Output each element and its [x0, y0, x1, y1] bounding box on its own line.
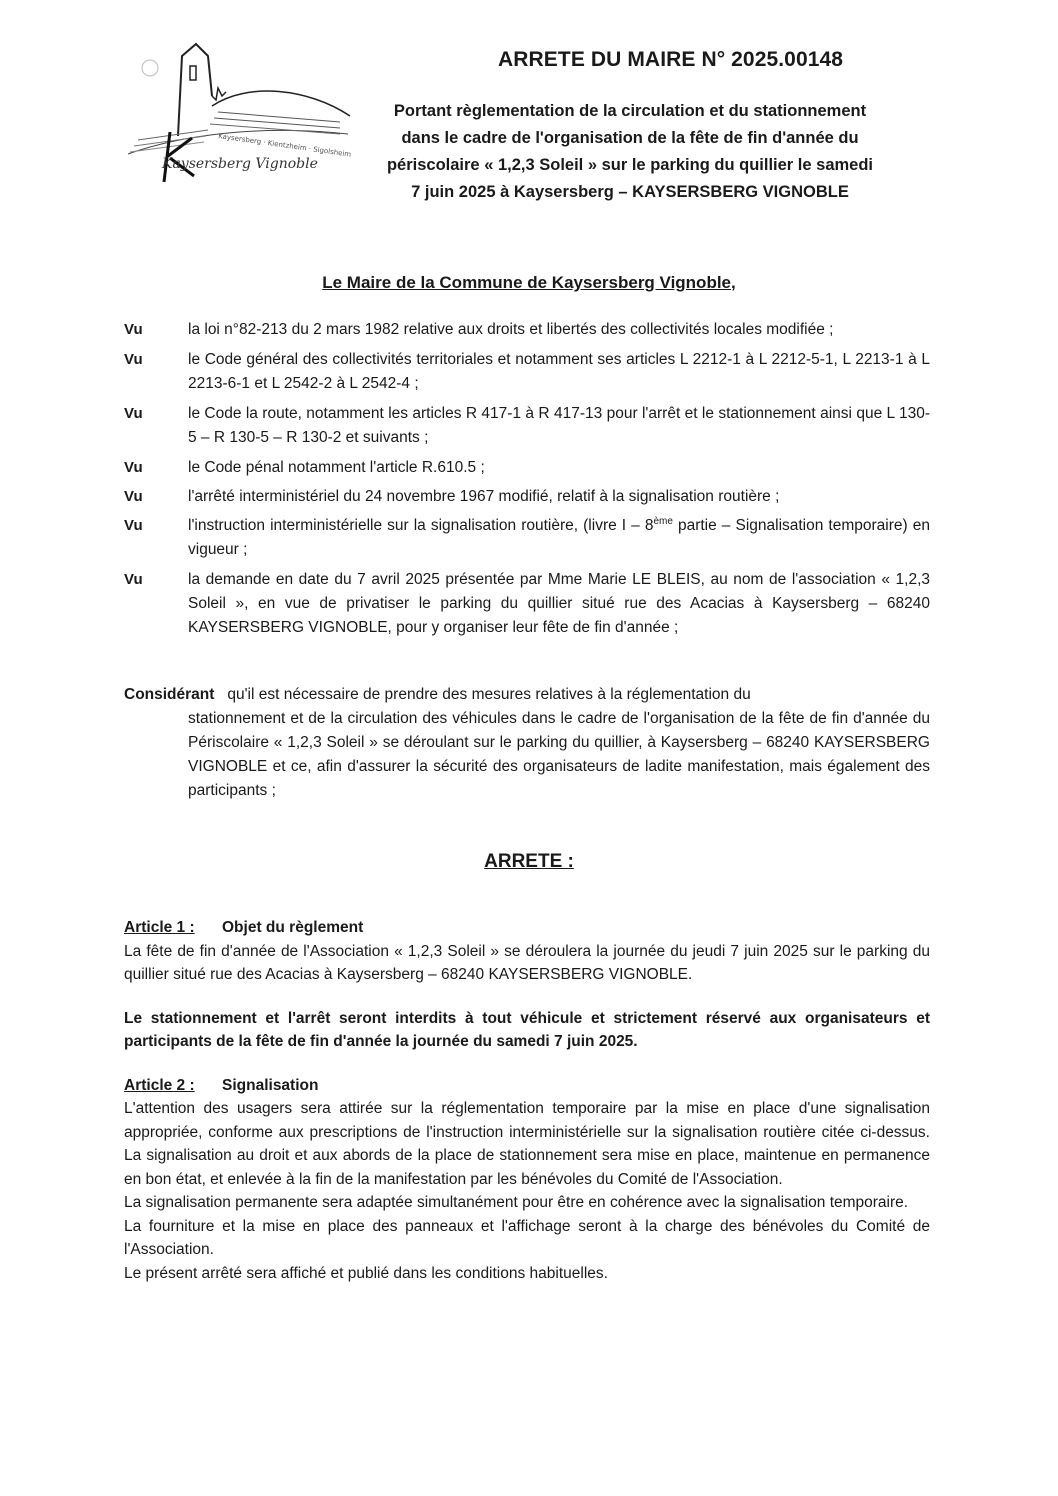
considerant-first-text: qu'il est nécessaire de prendre des mesures relatives à la réglementation du	[227, 686, 751, 703]
vu-text: le Code général des collectivités territoriales et notamment ses articles L 2212-1 à L 2212-5-1, L 2213-1 à L 2213-6-1 et L 2542-2 à L 2542-4 ;	[188, 351, 930, 392]
superscript-text: ème	[653, 515, 673, 527]
vu-item	[124, 318, 930, 342]
article-2-paragraph: La fourniture et la mise en place des panneaux et l'affichage seront à la charge des bénévoles du Comité de l'Association.	[124, 1217, 930, 1258]
vu-label: Vu	[124, 488, 143, 505]
vu-item	[124, 568, 930, 640]
vu-label: Vu	[124, 405, 143, 422]
vu-text: le Code la route, notamment les articles R 417-1 à R 417-13 pour l'arrêt et le stationnement ainsi que L 130-5 – R 130-5 – R 130-2 et suivants ;	[188, 405, 930, 446]
article-2-number: Article 2 :	[124, 1076, 195, 1094]
article-2-title: Signalisation	[222, 1076, 319, 1094]
document-subtitle	[360, 98, 900, 206]
logo-small-text: Kaysersberg · Kientzheim · Sigolsheim	[217, 132, 352, 159]
vu-text: la loi n°82-213 du 2 mars 1982 relative aux droits et libertés des collectivités locales modifiée ;	[188, 321, 834, 338]
subtitle-line: périscolaire « 1,2,3 Soleil » sur le parking du quillier le samedi	[386, 156, 874, 174]
document-title: ARRETE DU MAIRE N° 2025.00148	[498, 48, 844, 71]
vu-text: l'instruction interministérielle sur la signalisation routière, (livre I – 8ème partie – Signalisation temporaire) en vigueur ;	[188, 515, 930, 558]
considerant-text: stationnement et de la circulation des véhicules dans le cadre de l'organisation de la fête de fin d'année du Périscolaire « 1,2,3 Soleil » se déroulant sur le parking du quillier, à Kaysersberg – 68240 KAYSERSBERG VIGNOBLE et ce, afin d'assurer la sécurité des organisateurs de ladite manifestation, mais également des participants ;	[188, 710, 930, 799]
subtitle-line: dans le cadre de l'organisation de la fête de fin d'année du	[401, 129, 859, 147]
considerant-block	[124, 683, 930, 803]
logo-cursive-text: Kaysersberg Vignoble	[162, 156, 318, 172]
considerant-first-line	[124, 683, 930, 707]
considerant-label: Considérant	[124, 686, 215, 703]
vu-item	[124, 514, 930, 562]
vu-label: Vu	[124, 459, 143, 476]
vu-text: le Code pénal notamment l'article R.610.5 ;	[188, 459, 485, 476]
vu-list	[124, 318, 930, 640]
subtitle-line: 7 juin 2025 à Kaysersberg – KAYSERSBERG VIGNOBLE	[411, 183, 849, 201]
vu-text: l'arrêté interministériel du 24 novembre 1967 modifié, relatif à la signalisation routière ;	[188, 488, 780, 505]
articles-section	[124, 916, 930, 1285]
article-1-number: Article 1 :	[124, 919, 195, 936]
article-1-text: La fête de fin d'année de l'Association « 1,2,3 Soleil » se déroulera la journée du jeudi 7 juin 2025 sur le parking du quillier situé rue des Acacias à Kaysersberg – 68240 KAYSERSBERG VIGNOBLE.	[124, 942, 930, 983]
vu-label: Vu	[124, 351, 143, 368]
article-2-paragraph: Le présent arrêté sera affiché et publié dans les conditions habituelles.	[124, 1264, 608, 1282]
vu-item	[124, 485, 930, 509]
maire-heading: Le Maire de la Commune de Kaysersberg Vignoble,	[322, 273, 736, 292]
vu-label: Vu	[124, 517, 143, 534]
subtitle-line: Portant règlementation de la circulation et du stationnement	[393, 102, 867, 120]
article-1-bold-text: Le stationnement et l'arrêt seront interdits à tout véhicule et strictement réservé aux organisateurs et participants de la fête de fin d'année la journée du samedi 7 juin 2025.	[124, 1009, 930, 1050]
vu-label: Vu	[124, 571, 143, 588]
kaysersberg-logo	[108, 36, 356, 186]
article-2-heading	[124, 1074, 930, 1098]
vu-item	[124, 348, 930, 396]
vu-text: la demande en date du 7 avril 2025 présentée par Mme Marie LE BLEIS, au nom de l'association « 1,2,3 Soleil », en vue de privatiser le parking du quillier situé rue des Acacias à Kaysersberg – 68240 KAYSERSBERG VIGNOBLE, pour y organiser leur fête de fin d'année ;	[188, 571, 930, 636]
article-1-title: Objet du règlement	[222, 919, 364, 936]
article-1-heading	[124, 916, 930, 940]
vu-label: Vu	[124, 321, 143, 338]
article-2-paragraph: L'attention des usagers sera attirée sur la réglementation temporaire par la mise en place d'une signalisation appropriée, conforme aux prescriptions de l'instruction interministérielle sur la signalisation routière citée ci-dessus. La signalisation au droit et aux abords de la place de stationnement sera mise en place, maintenue en permanence en bon état, et enlevée à la fin de la manifestation par les bénévoles du Comité de l'Association.	[124, 1100, 930, 1188]
article-2-paragraph: La signalisation permanente sera adaptée simultanément pour être en cohérence avec la signalisation temporaire.	[124, 1194, 909, 1211]
vu-item	[124, 402, 930, 450]
arrete-heading: ARRETE :	[484, 851, 574, 872]
vu-item	[124, 456, 930, 480]
